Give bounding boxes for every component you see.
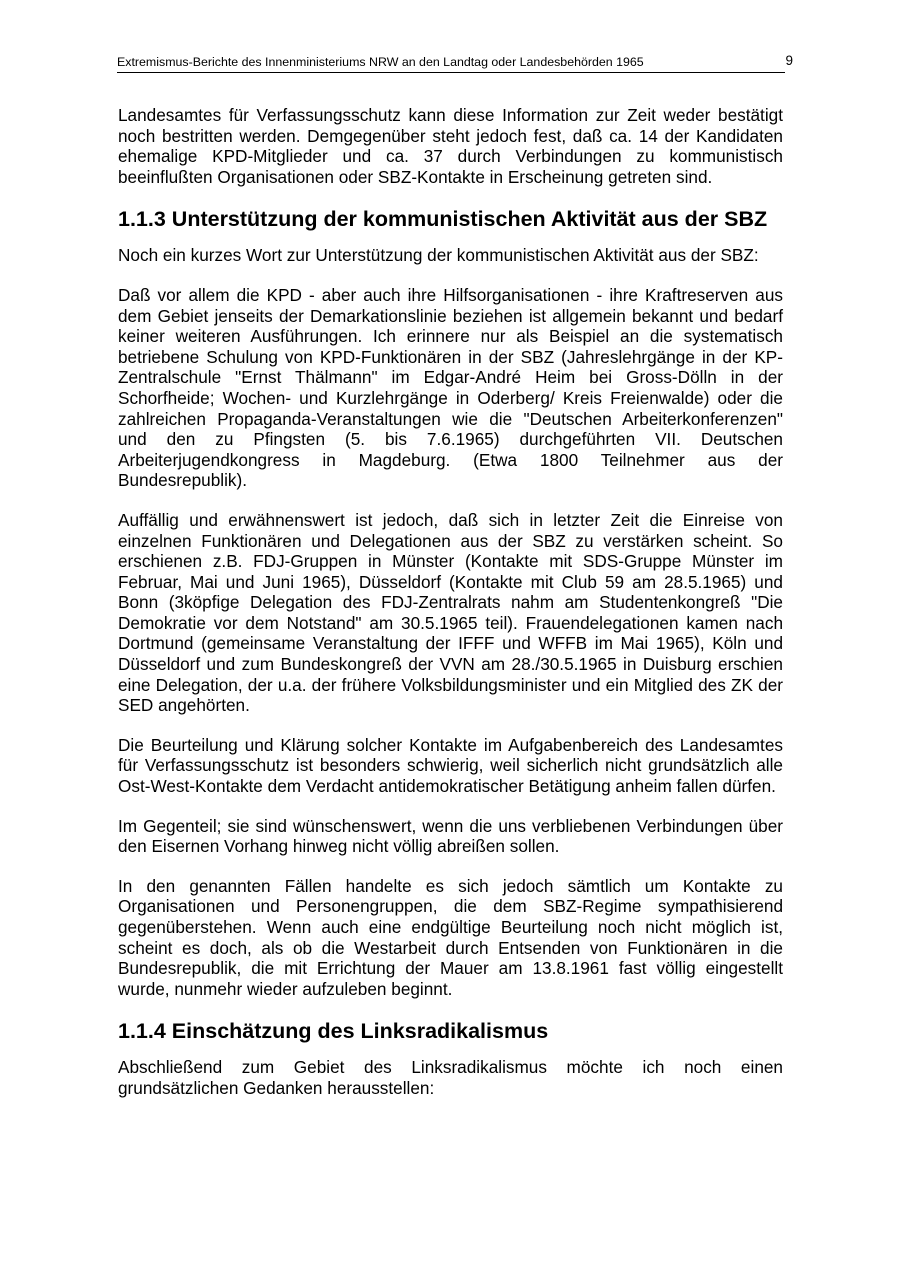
section-heading-1-1-3: 1.1.3 Unterstützung der kommunistischen Aktivität aus der SBZ [118, 207, 768, 232]
header-title: Extremismus-Berichte des Innenministeriums NRW an den Landtag oder Landesbehörden 1965 [117, 55, 644, 69]
page-header [117, 53, 793, 73]
paragraph: Noch ein kurzes Wort zur Unterstützung der kommunistischen Aktivität aus der SBZ: [118, 245, 759, 266]
document-body [118, 105, 783, 1118]
paragraph: Die Beurteilung und Klärung solcher Kontakte im Aufgabenbereich des Landesamtes für Verfassungsschutz ist besonders schwierig, weil sicherlich nicht grundsätzlich alle Ost-West-Kontakte dem Verdacht antidemokratischer Betätigung anheim fallen dürfen. [118, 734, 783, 797]
paragraph: Im Gegenteil; sie sind wünschenswert, wenn die uns verbliebenen Verbindungen über den Eisernen Vorhang hinweg nicht völlig abreißen sollen. [118, 815, 783, 857]
paragraph: Abschließend zum Gebiet des Linksradikalismus möchte ich noch einen grundsätzlichen Gedanken herausstellen: [118, 1057, 783, 1098]
section-heading-1-1-4: 1.1.4 Einschätzung des Linksradikalismus [118, 1019, 549, 1044]
paragraph: Daß vor allem die KPD - aber auch ihre Hilfsorganisationen - ihre Kraftreserven aus dem Gebiet jenseits der Demarkationslinie beziehen ist allgemein bekannt und bedarf keiner weiteren Ausführungen. Ich erinnere nur als Beispiel an die systematisch betriebene Schulung von KPD-Funktionären in der SBZ (Jahreslehrgänge in der KP-Zentralschule "Ernst Thälmann" im Edgar-André Heim bei Gross-Dölln in der Schorfheide; Wochen- und Kurzlehrgänge in Oderberg/ Kreis Freienwalde) oder die zahlreichen Propaganda-Veranstaltungen wie die "Deutschen Arbeiterkonferenzen" und den zu Pfingsten (5. bis 7.6.1965) durchgeführten VII. Deutschen Arbeiterjugendkongress in Magdeburg. (Etwa 1800 Teilnehmer aus der Bundesrepublik). [118, 284, 783, 491]
page-number: 9 [785, 53, 793, 68]
paragraph: In den genannten Fällen handelte es sich jedoch sämtlich um Kontakte zu Organisationen und Personengruppen, die dem SBZ-Regime sympathisierend gegenüberstehen. Wenn auch eine endgültige Beurteilung noch nicht möglich ist, scheint es doch, als ob die Westarbeit durch Entsenden von Funktionären in die Bundesrepublik, die mit Errichtung der Mauer am 13.8.1961 fast völlig eingestellt wurde, nunmehr wieder aufzuleben beginnt. [118, 875, 783, 999]
paragraph: Landesamtes für Verfassungsschutz kann diese Information zur Zeit weder bestätigt noch bestritten werden. Demgegenüber steht jedoch fest, daß ca. 14 der Kandidaten ehemalige KPD-Mitglieder und ca. 37 durch Verbindungen zu kommunistisch beeinflußten Organisationen oder SBZ-Kontakte in Erscheinung getreten sind. [118, 105, 783, 187]
paragraph: Auffällig und erwähnenswert ist jedoch, daß sich in letzter Zeit die Einreise von einzelnen Funktionären und Delegationen aus der SBZ zu verstärken scheint. So erschienen z.B. FDJ-Gruppen in Münster (Kontakte mit SDS-Gruppe Münster im Februar, Mai und Juni 1965), Düsseldorf (Kontakte mit Club 59 am 28.5.1965) und Bonn (3köpfige Delegation des FDJ-Zentralrats nahm am Studentenkongreß "Die Demokratie vor dem Notstand" am 30.5.1965 teil). Frauendelegationen kamen nach Dortmund (gemeinsame Veranstaltung der IFFF und WFFB im Mai 1965), Köln und Düsseldorf und zum Bundeskongreß der VVN am 28./30.5.1965 in Duisburg erschien eine Delegation, der u.a. der frühere Volksbildungsminister und ein Mitglied des ZK der SED angehörten. [118, 509, 783, 716]
